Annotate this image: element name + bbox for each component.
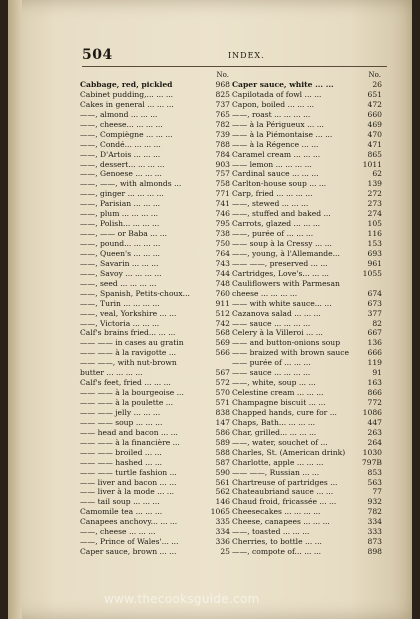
index-entry	[80, 527, 230, 537]
entry-number: 470	[367, 129, 382, 139]
entry-number: 272	[367, 189, 382, 199]
index-entry	[232, 368, 382, 378]
entry-number: 739	[215, 129, 230, 139]
index-entry	[232, 160, 382, 170]
entry-number: 566	[215, 348, 230, 358]
entry-text: ——, toasted ... ... ...	[232, 527, 310, 537]
index-entry	[80, 289, 230, 299]
entry-text: —— —— à la poulette ...	[80, 398, 174, 407]
entry-text: Chartreuse of partridges ...	[232, 477, 338, 487]
entry-text: Chaps, Bath... ... ... ...	[232, 417, 316, 427]
entry-number: 911	[215, 298, 230, 308]
index-entry	[80, 478, 230, 488]
entry-number: 469	[367, 119, 382, 129]
entry-text: Capilotada of fowl ... ...	[232, 89, 322, 99]
entry-number: 136	[367, 338, 382, 348]
entry-number: 77	[372, 487, 382, 497]
entry-number: 748	[215, 278, 230, 288]
index-entry	[80, 338, 230, 348]
entry-number: 586	[215, 427, 230, 437]
entry-text: ——, Turin ... ... ... ...	[80, 298, 160, 308]
entry-text: —— and button-onions soup	[232, 338, 341, 348]
entry-number: 568	[215, 328, 230, 338]
entry-number: 795	[215, 219, 230, 229]
entry-text: Chapped hands, cure for ...	[232, 407, 337, 417]
entry-number: 336	[215, 537, 230, 547]
index-entry	[232, 328, 382, 338]
entry-text: ——, Queen's ... ... ...	[80, 248, 160, 258]
index-entry	[232, 299, 382, 309]
entry-number: 961	[367, 258, 382, 268]
index-entry	[80, 269, 230, 279]
entry-text: ——, seed ... ... ... ...	[80, 278, 157, 288]
index-entry	[232, 438, 382, 448]
index-entry	[80, 150, 230, 160]
index-entry	[80, 100, 230, 110]
index-entry	[80, 199, 230, 209]
entry-text: —— —— broiled ... ...	[80, 447, 162, 457]
index-entry	[232, 80, 382, 90]
index-entry	[232, 269, 382, 279]
index-entry	[232, 388, 382, 398]
index-entry	[232, 378, 382, 388]
entry-number: 1065	[210, 507, 230, 517]
entry-number: 333	[367, 527, 382, 537]
entry-number: 116	[367, 229, 382, 239]
entry-number: 146	[215, 497, 230, 507]
entry-text: ——, cheese... ... ... ...	[80, 119, 163, 129]
index-entry	[232, 189, 382, 199]
entry-text: —— liver à la mode ... ...	[80, 487, 175, 497]
entry-text: —— head and bacon ... ...	[80, 427, 178, 437]
entry-number: 25	[220, 547, 230, 557]
index-entry	[232, 547, 382, 557]
index-entry	[80, 189, 230, 199]
entry-text: ——, plum ... ... ... ...	[80, 209, 159, 219]
entry-number: 139	[367, 179, 382, 189]
entry-text: —— à la Piémontaise ... ...	[232, 129, 333, 139]
index-entry	[80, 249, 230, 259]
entry-text: —— —— soup ... ... ...	[80, 417, 163, 427]
entry-number: 105	[367, 219, 382, 229]
index-entry	[80, 517, 230, 527]
entry-text: ——, ginger ... ... ... ...	[80, 189, 164, 199]
index-entry	[232, 319, 382, 329]
entry-text: ——, —— or Baba ... ...	[80, 229, 168, 239]
entry-number: 587	[215, 457, 230, 467]
entry-number: 153	[367, 239, 382, 248]
index-entry	[80, 368, 230, 378]
entry-text: Carlton-house soup ... ...	[232, 179, 327, 189]
index-entry	[232, 418, 382, 428]
index-entry	[80, 408, 230, 418]
entry-text: ——, Savoy ... ... ... ...	[80, 268, 162, 278]
index-entry	[232, 448, 382, 458]
index-entry	[232, 517, 382, 527]
entry-text: ——, Victoria ... ... ...	[80, 318, 160, 328]
entry-number: 765	[215, 109, 230, 119]
entry-number: 569	[215, 338, 230, 348]
entry-text: butter ... ... ... ...	[80, 368, 143, 378]
entry-number: 263	[367, 427, 382, 437]
index-entry	[80, 239, 230, 249]
entry-number: 838	[215, 407, 230, 417]
column-number-label: No.	[368, 71, 381, 79]
index-entry	[232, 468, 382, 478]
entry-number: 588	[215, 447, 230, 457]
entry-text: Carp, fried ... ... ... ...	[232, 189, 313, 199]
entry-text: Cherries, to bottle ... ...	[232, 537, 322, 547]
entry-text: —— purée of ... ... ...	[232, 358, 311, 368]
entry-text: —— —— hashed ... ...	[80, 457, 163, 467]
entry-text: Char, grilled... ... ... ...	[232, 427, 317, 437]
index-entry	[80, 299, 230, 309]
entry-number: 651	[367, 89, 382, 99]
entry-text: —— ——, with nut-brown	[80, 358, 177, 368]
entry-number: 82	[372, 318, 382, 328]
entry-number: 784	[215, 149, 230, 159]
entry-text: —— lemon ... ... ... ...	[232, 159, 312, 169]
entry-text: Cakes in general ... ... ...	[80, 99, 174, 109]
index-entry	[80, 279, 230, 289]
entry-number: 667	[367, 328, 382, 338]
entry-text: ——, Compiègne ... ... ...	[80, 129, 173, 139]
index-entry	[232, 90, 382, 100]
entry-number: 758	[215, 179, 230, 189]
entry-text: —— à la Périgueux ... ...	[232, 119, 324, 129]
index-entry	[80, 328, 230, 338]
index-entry	[80, 418, 230, 428]
entry-number: 567	[215, 368, 230, 378]
index-entry	[232, 130, 382, 140]
entry-number: 744	[215, 268, 230, 278]
entry-text: Cheesecakes ... ... ... ...	[232, 507, 321, 517]
index-entry	[232, 428, 382, 438]
index-entry	[80, 468, 230, 478]
entry-text: —— tail soup ... ... ...	[80, 497, 160, 507]
entry-number: 163	[367, 378, 382, 388]
entry-number: 738	[215, 229, 230, 239]
entry-number: 572	[215, 378, 230, 388]
entry-text: —— ——, Russian ... ...	[232, 467, 320, 477]
entry-number: 561	[215, 477, 230, 487]
index-entry	[80, 80, 230, 90]
index-entry	[232, 309, 382, 319]
entry-number: 1030	[362, 447, 382, 457]
entry-number: 1055	[362, 268, 382, 278]
index-entry	[232, 239, 382, 249]
index-entry	[232, 100, 382, 110]
index-entry	[80, 229, 230, 239]
entry-text: Calf's feet, fried ... ... ...	[80, 378, 171, 388]
entry-text: Cardinal sauce ... ... ...	[232, 169, 319, 179]
entry-text: —— —— turtle fashion ...	[80, 467, 177, 477]
entry-text: —— sauce ... ... ... ...	[232, 368, 311, 378]
entry-number: 771	[215, 189, 230, 199]
entry-text: ——, Polish... ... ... ...	[80, 219, 160, 229]
entry-text: Chaud froid, fricassée ... ...	[232, 497, 337, 507]
entry-text: —— à la Régence ... ...	[232, 139, 319, 149]
entry-number: 334	[215, 527, 230, 537]
entry-text: —— with white sauce... ...	[232, 298, 332, 308]
entry-number: 674	[367, 288, 382, 298]
entry-text: Cabbage, red, pickled	[80, 80, 173, 89]
entry-text: Capon, boiled ... ... ...	[232, 99, 315, 109]
entry-text: Chateaubriand sauce ... ...	[232, 487, 334, 497]
entry-text: —— —— in cases au gratin	[80, 338, 184, 348]
entry-text: ——, compote of... ... ...	[232, 547, 322, 557]
index-entry	[80, 130, 230, 140]
entry-text: ——, purée of ... ... ...	[232, 229, 314, 239]
entry-text: Celestine cream ... ... ...	[232, 388, 324, 398]
entry-number: 26	[372, 80, 382, 89]
entry-number: 782	[215, 119, 230, 129]
index-entry	[232, 249, 382, 259]
entry-number: 666	[367, 348, 382, 358]
entry-text: —— braized with brown sauce	[232, 348, 350, 358]
entry-text: ——, Savarin ... ... ...	[80, 258, 159, 268]
index-entry	[80, 348, 230, 358]
index-entry	[232, 229, 382, 239]
entry-number: 757	[215, 169, 230, 179]
entry-number: 737	[215, 99, 230, 109]
entry-text: —— —— jelly ... ... ...	[80, 407, 161, 417]
index-entry	[80, 169, 230, 179]
entry-number: 746	[215, 209, 230, 219]
index-entry	[80, 448, 230, 458]
entry-number: 563	[367, 477, 382, 487]
page-gutter	[8, 0, 22, 619]
entry-text: Charlotte, apple ... ... ...	[232, 457, 324, 467]
index-entry	[232, 179, 382, 189]
entry-number: 562	[215, 487, 230, 497]
entry-number: 589	[215, 437, 230, 447]
entry-number: 772	[367, 398, 382, 407]
entry-text: ——, pound... ... ... ...	[80, 239, 161, 248]
index-entry	[232, 497, 382, 507]
entry-text: ——, ——, with almonds ...	[80, 179, 182, 189]
index-entry	[232, 358, 382, 368]
index-entry	[232, 279, 382, 289]
entry-text: Calf's brains fried... ... ...	[80, 328, 176, 338]
entry-number: 743	[215, 258, 230, 268]
entry-text: Cheese, canapees ... ... ...	[232, 517, 330, 527]
entry-text: Cazanova salad ... ... ...	[232, 308, 321, 318]
index-entry	[80, 140, 230, 150]
index-entry	[232, 478, 382, 488]
entry-text: ——, water, souchet of ...	[232, 437, 328, 447]
entry-text: ——, roast ... ... ... ...	[232, 109, 311, 119]
entry-number: 377	[367, 308, 382, 318]
entry-number: 335	[215, 517, 230, 527]
index-entry	[232, 289, 382, 299]
page-header	[82, 47, 382, 67]
index-entry	[232, 169, 382, 179]
entry-number: 932	[367, 497, 382, 507]
entry-number: 760	[215, 288, 230, 298]
index-entry	[80, 497, 230, 507]
entry-number: 797B	[361, 457, 382, 467]
entry-number: 742	[215, 318, 230, 328]
index-entry	[232, 259, 382, 269]
entry-number: 693	[367, 248, 382, 258]
entry-number: 1011	[362, 159, 382, 169]
index-entry	[80, 110, 230, 120]
index-entry	[232, 458, 382, 468]
entry-number: 968	[215, 80, 230, 89]
entry-number: 660	[367, 109, 382, 119]
entry-number: 471	[367, 139, 382, 149]
entry-number: 147	[215, 417, 230, 427]
index-column-left	[80, 71, 230, 557]
index-entry	[80, 458, 230, 468]
entry-number: 866	[367, 388, 382, 398]
index-entry	[232, 150, 382, 160]
entry-text: ——, Genoese ... ... ...	[80, 169, 162, 179]
entry-text: ——, stuffed and baked ...	[232, 209, 331, 219]
entry-number: 750	[215, 239, 230, 248]
entry-text: ——, stewed ... ... ...	[232, 199, 309, 209]
entry-number: 274	[367, 209, 382, 219]
entry-text: ——, almond ... ... ...	[80, 109, 158, 119]
entry-text: —— —— à la financière ...	[80, 437, 180, 447]
index-entry	[80, 487, 230, 497]
index-entry	[80, 537, 230, 547]
index-entry	[232, 527, 382, 537]
entry-number: 825	[215, 89, 230, 99]
index-entry	[80, 120, 230, 130]
entry-number: 873	[367, 537, 382, 547]
entry-text: Cabinet pudding,... ... ...	[80, 89, 174, 99]
entry-text: ——, Spanish, Petits-choux...	[80, 288, 190, 298]
entry-text: Canapees anchovy... ... ...	[80, 517, 178, 527]
entry-text: Camomile tea ... ... ...	[80, 507, 163, 517]
index-entry	[80, 378, 230, 388]
entry-number: 472	[367, 99, 382, 109]
entry-text: Carrots, glazed ... ... ...	[232, 219, 321, 229]
index-entry	[232, 338, 382, 348]
entry-text: Celery à la Villeroi ... ...	[232, 328, 323, 338]
entry-number: 273	[367, 199, 382, 209]
entry-text: Champagne biscuit ... ...	[232, 398, 326, 407]
index-entry	[80, 547, 230, 557]
index-entry	[232, 408, 382, 418]
entry-text: ——, white, soup ... ...	[232, 378, 316, 388]
index-entry	[232, 348, 382, 358]
index-entry	[80, 388, 230, 398]
entry-text: ——, Parisian ... ... ...	[80, 199, 161, 209]
entry-number: 673	[367, 298, 382, 308]
entry-text: —— soup à la Cressy ... ...	[232, 239, 332, 248]
entry-number: 898	[367, 547, 382, 557]
entry-text: Cartridges, Love's... ... ...	[232, 268, 329, 278]
entry-number: 91	[372, 368, 382, 378]
header-rule	[82, 66, 387, 67]
index-entry	[80, 219, 230, 229]
index-entry	[80, 209, 230, 219]
entry-number: 853	[367, 467, 382, 477]
entry-number: 512	[215, 308, 230, 318]
entry-text: —— —— à la bourgeoise ...	[80, 388, 184, 398]
entry-text: —— —— à la ravigotte ...	[80, 348, 177, 358]
watermark: www.thecooksguide.com	[104, 592, 260, 606]
entry-number: 447	[367, 417, 382, 427]
entry-text: ——, Prince of Wales'... ...	[80, 537, 179, 547]
entry-text: Caper sauce, white ... ...	[232, 80, 334, 89]
column-number-label: No.	[216, 71, 229, 79]
entry-text: Caper sauce, brown ... ...	[80, 547, 177, 557]
entry-text: Caramel cream ... ... ...	[232, 149, 321, 159]
index-entry	[80, 309, 230, 319]
index-entry	[80, 259, 230, 269]
entry-text: —— ——, preserved ... ...	[232, 258, 328, 268]
entry-number: 865	[367, 149, 382, 159]
index-entry	[80, 507, 230, 517]
page-number: 504	[82, 47, 113, 63]
entry-number: 764	[215, 248, 230, 258]
index-entry	[232, 110, 382, 120]
entry-number: 119	[367, 358, 382, 368]
entry-text: ——, young, à l'Allemande...	[232, 248, 340, 258]
entry-number: 782	[367, 507, 382, 517]
entry-number: 903	[215, 159, 230, 169]
entry-number: 1086	[362, 407, 382, 417]
index-entry	[232, 507, 382, 517]
entry-text: ——, D'Artois ... ... ...	[80, 149, 161, 159]
index-entry	[80, 398, 230, 408]
entry-text: Cauliflowers with Parmesan	[232, 278, 340, 288]
entry-number: 788	[215, 139, 230, 149]
entry-number: 571	[215, 398, 230, 407]
entry-text: Charles, St. (American drink)	[232, 447, 346, 457]
entry-number: 570	[215, 388, 230, 398]
index-entry	[80, 428, 230, 438]
index-entry	[232, 209, 382, 219]
index-entry	[232, 398, 382, 408]
index-column-right	[232, 71, 382, 557]
index-entry	[80, 319, 230, 329]
index-entry	[232, 537, 382, 547]
index-entry	[80, 358, 230, 368]
entry-text: cheese ... ... ... ...	[232, 288, 298, 298]
entry-text: —— sauce ... ... ... ...	[232, 318, 311, 328]
entry-number: 62	[372, 169, 382, 179]
index-entry	[232, 219, 382, 229]
entry-text: —— liver and bacon ... ...	[80, 477, 177, 487]
index-entry	[80, 438, 230, 448]
entry-text: ——, cheese ... ... ...	[80, 527, 156, 537]
entry-number: 334	[367, 517, 382, 527]
entry-number: 264	[367, 437, 382, 447]
page-title: INDEX.	[228, 51, 265, 60]
index-entry	[232, 140, 382, 150]
index-entry	[232, 487, 382, 497]
index-entry	[232, 120, 382, 130]
index-entry	[80, 90, 230, 100]
index-entry	[232, 199, 382, 209]
index-entry	[80, 160, 230, 170]
entry-number: 590	[215, 467, 230, 477]
entry-text: ——, veal, Yorkshire ... ...	[80, 308, 177, 318]
entry-number: 741	[215, 199, 230, 209]
index-entry	[80, 179, 230, 189]
entry-text: ——, Condé... ... ... ...	[80, 139, 161, 149]
entry-text: ——, dessert... ... ... ...	[80, 159, 165, 169]
